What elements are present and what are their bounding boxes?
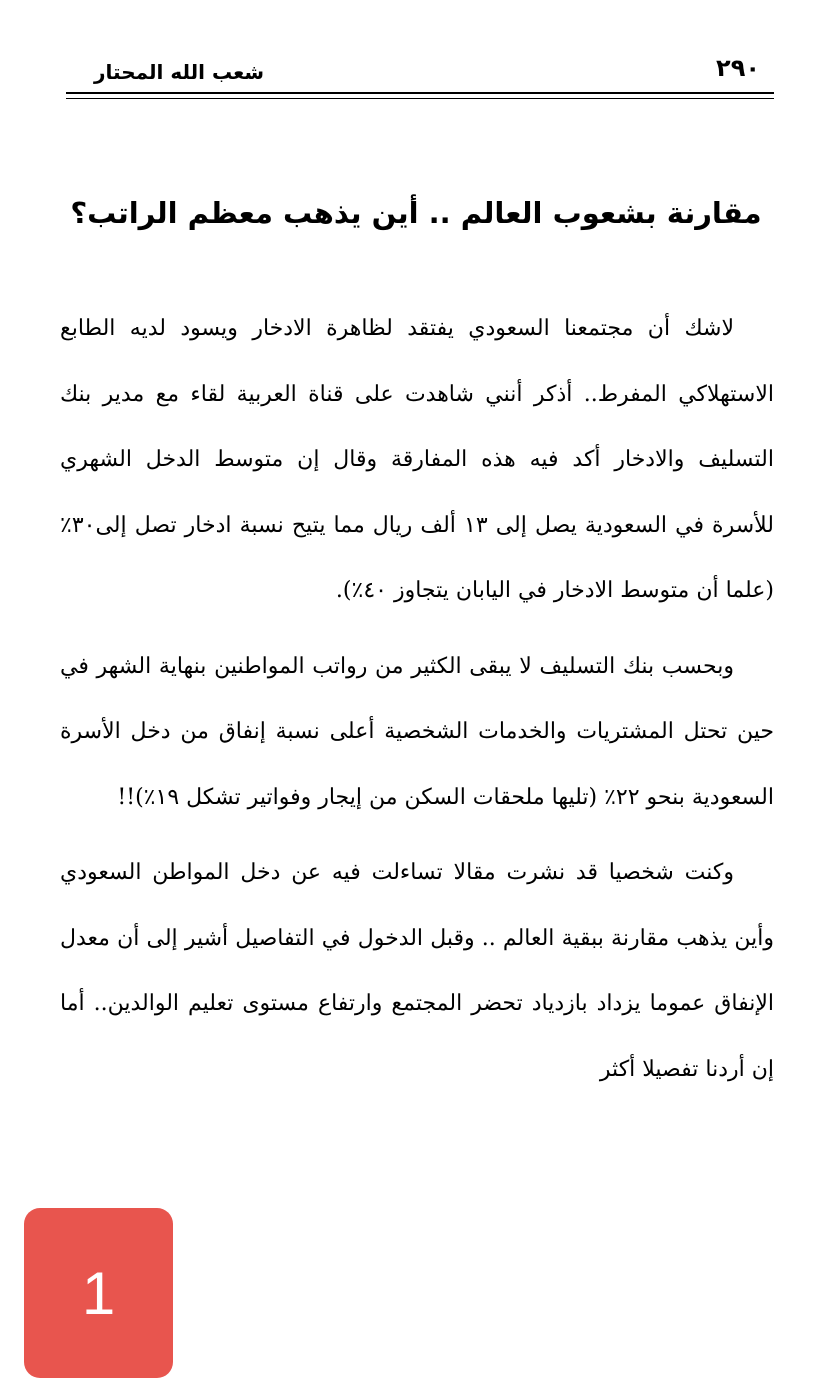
running-title: شعب الله المحتار bbox=[94, 60, 265, 84]
paragraph-2: وبحسب بنك التسليف لا يبقى الكثير من رواتب المواطنين بنهاية الشهر في حين تحتل المشتريات والخدمات الشخصية أعلى نسبة إنفاق من دخل الأسرة السعودية بنحو ٢٢٪ (تليها ملحقات السكن من إيجار وفواتير تشكل ١٩٪)!! bbox=[60, 653, 774, 810]
body-text bbox=[60, 296, 774, 1112]
page-badge[interactable]: 1 bbox=[24, 1208, 173, 1378]
page-number: ٢٩٠ bbox=[716, 54, 760, 82]
header-rule-thick bbox=[66, 92, 774, 94]
paragraph-3: وكنت شخصيا قد نشرت مقالا تساءلت فيه عن دخل المواطن السعودي وأين يذهب مقارنة ببقية العالم .. وقبل الدخول في التفاصيل أشير إلى أن معدل الإنفاق عموما يزداد بازدياد تحضر المجتمع وارتفاع مستوى تعليم الوالدين.. أما إن أردنا تفصيلا أكثر bbox=[60, 860, 774, 1082]
chapter-title: مقارنة بشعوب العالم .. أين يذهب معظم الراتب؟ bbox=[70, 196, 762, 230]
paragraph-1: لاشك أن مجتمعنا السعودي يفتقد لظاهرة الادخار ويسود لديه الطابع الاستهلاكي المفرط.. أذكر أنني شاهدت على قناة العربية لقاء مع مدير بنك التسليف والادخار أكد فيه هذه المفارقة وقال إن متوسط الدخل الشهري للأسرة في السعودية يصل إلى ١٣ ألف ريال مما يتيح نسبة ادخار تصل إلى٣٠٪ (علما أن متوسط الادخار في اليابان يتجاوز ٤٠٪). bbox=[60, 316, 774, 603]
page-header bbox=[66, 52, 774, 100]
header-rule-thin bbox=[66, 98, 774, 99]
